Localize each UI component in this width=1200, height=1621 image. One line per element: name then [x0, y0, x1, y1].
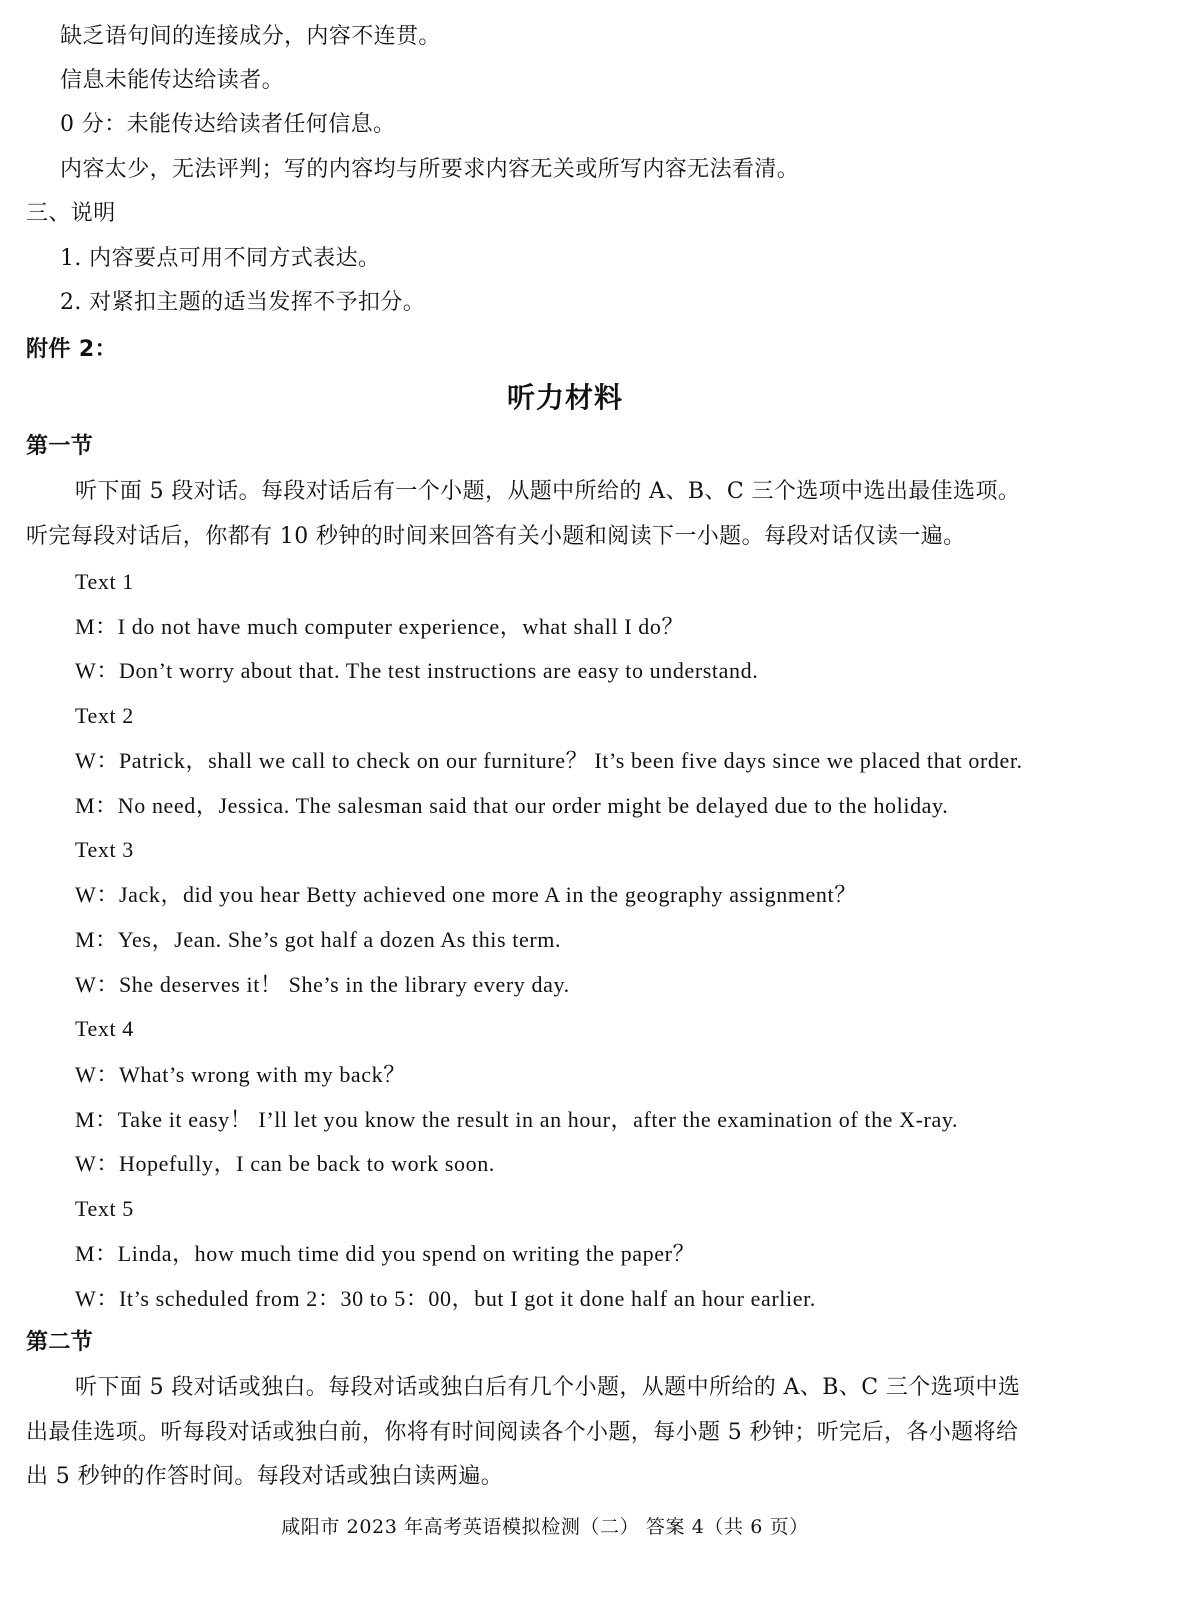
scoring-line: 信息未能传达给读者。 [60, 68, 285, 93]
section2-instruction: 听下面 5 段对话或独白。每段对话或独白后有几个小题，从题中所给的 A、B、C 三个选项中选 [75, 1375, 1021, 1400]
notes-heading: 三、说明 [26, 201, 116, 226]
scoring-line: 0 分：未能传达给读者任何信息。 [60, 112, 396, 137]
section2-instruction: 出 5 秒钟的作答时间。每段对话或独白读两遍。 [26, 1464, 504, 1489]
text-label: Text 4 [75, 1016, 134, 1041]
notes-item: 2. 对紧扣主题的适当发挥不予扣分。 [60, 290, 426, 315]
dialogue-line: M：I do not have much computer experience，what shall I do？ [75, 614, 685, 639]
section2-heading: 第二节 [26, 1330, 94, 1355]
dialogue-line: W：Patrick，shall we call to check on our furniture？ It’s been five days since we placed that order. [75, 748, 1023, 773]
section2-instruction: 出最佳选项。听每段对话或独白前，你将有时间阅读各个小题，每小题 5 秒钟；听完后，各小题将给 [26, 1420, 1019, 1445]
text-label: Text 2 [75, 703, 134, 728]
text-label: Text 1 [75, 569, 134, 594]
page-footer: 咸阳市 2023 年高考英语模拟检测（二） 答案 4（共 6 页） [281, 1516, 809, 1538]
dialogue-line: M：No need，Jessica. The salesman said that our order might be delayed due to the holiday. [75, 793, 949, 818]
dialogue-line: M：Linda，how much time did you spend on writing the paper？ [75, 1241, 696, 1266]
dialogue-line: W：She deserves it！ She’s in the library every day. [75, 972, 570, 997]
scoring-line: 内容太少，无法评判；写的内容均与所要求内容无关或所写内容无法看清。 [60, 157, 800, 182]
dialogue-line: W：Hopefully，I can be back to work soon. [75, 1151, 495, 1176]
text-label: Text 3 [75, 837, 134, 862]
scoring-line: 缺乏语句间的连接成分，内容不连贯。 [60, 24, 441, 49]
notes-item: 1. 内容要点可用不同方式表达。 [60, 246, 381, 271]
dialogue-line: M：Yes，Jean. She’s got half a dozen As this term. [75, 927, 562, 952]
dialogue-line: M：Take it easy！ I’ll let you know the result in an hour，after the examination of the X-ray. [75, 1107, 959, 1132]
dialogue-line: W：What’s wrong with my back？ [75, 1062, 406, 1087]
section1-instruction: 听下面 5 段对话。每段对话后有一个小题，从题中所给的 A、B、C 三个选项中选出最佳选项。 [75, 479, 1021, 504]
text-label: Text 5 [75, 1196, 134, 1221]
dialogue-line: W：It’s scheduled from 2：30 to 5：00，but I got it done half an hour earlier. [75, 1286, 816, 1311]
dialogue-line: W：Jack，did you hear Betty achieved one more A in the geography assignment？ [75, 882, 857, 907]
section1-instruction: 听完每段对话后，你都有 10 秒钟的时间来回答有关小题和阅读下一小题。每段对话仅读一遍。 [26, 524, 966, 549]
page-title: 听力材料 [506, 381, 623, 414]
section1-heading: 第一节 [26, 434, 94, 459]
dialogue-line: W：Don’t worry about that. The test instructions are easy to understand. [75, 658, 759, 683]
attachment-label: 附件 2： [26, 337, 117, 362]
